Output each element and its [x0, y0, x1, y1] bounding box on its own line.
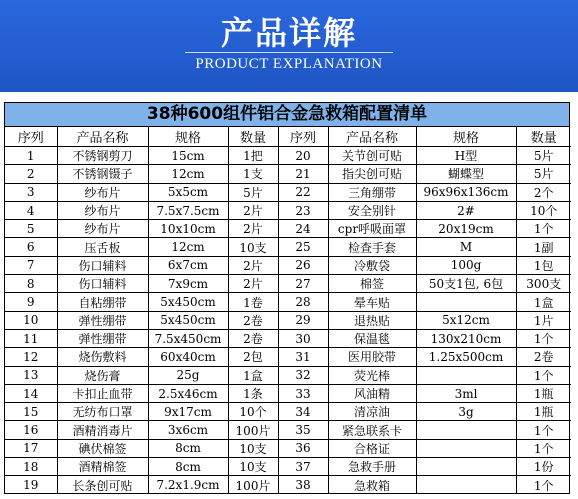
cell-index: 15: [5, 403, 57, 421]
cell-spec: [416, 476, 516, 494]
cell-spec: 25g: [148, 366, 228, 384]
cell-product-name: 碘伏棉签: [57, 439, 148, 457]
items-table: [5, 127, 571, 494]
cell-quantity: 2个: [516, 183, 571, 201]
table-row: [5, 403, 571, 421]
cell-index: 31: [278, 348, 328, 366]
cell-product-name: 三角绷带: [328, 183, 416, 201]
table-row: [5, 329, 571, 347]
cell-product-name: 长条创可贴: [57, 476, 148, 494]
banner-subtitle: PRODUCT EXPLANATION: [195, 56, 383, 72]
header-banner: [0, 0, 578, 92]
column-header: 序列: [278, 127, 328, 147]
cell-index: 38: [278, 476, 328, 494]
cell-quantity: 2卷: [228, 329, 278, 347]
cell-index: 35: [278, 421, 328, 439]
cell-product-name: 不锈钢镊子: [57, 165, 148, 183]
column-header: 规格: [148, 127, 228, 147]
cell-index: 5: [5, 220, 57, 238]
column-header: 数量: [228, 127, 278, 147]
cell-index: 10: [5, 311, 57, 329]
table-row: [5, 238, 571, 256]
cell-product-name: 纱布片: [57, 201, 148, 219]
cell-quantity: 2卷: [516, 348, 571, 366]
cell-index: 37: [278, 458, 328, 476]
cell-quantity: 2片: [228, 275, 278, 293]
cell-product-name: 清凉油: [328, 403, 416, 421]
cell-product-name: 无纺布口罩: [57, 403, 148, 421]
cell-quantity: 1支: [228, 165, 278, 183]
cell-index: 14: [5, 384, 57, 402]
cell-index: 16: [5, 421, 57, 439]
cell-product-name: 荧光棒: [328, 366, 416, 384]
cell-product-name: 自粘绷带: [57, 293, 148, 311]
cell-spec: 5x450cm: [148, 293, 228, 311]
cell-quantity: 100片: [228, 476, 278, 494]
column-header: 产品名称: [57, 127, 148, 147]
cell-quantity: 1个: [516, 366, 571, 384]
cell-product-name: 关节创可贴: [328, 147, 416, 165]
cell-index: 25: [278, 238, 328, 256]
cell-product-name: 不锈钢剪刀: [57, 147, 148, 165]
cell-index: 6: [5, 238, 57, 256]
cell-product-name: 检查手套: [328, 238, 416, 256]
cell-quantity: 300支: [516, 275, 571, 293]
cell-product-name: 纱布片: [57, 183, 148, 201]
cell-index: 34: [278, 403, 328, 421]
cell-spec: 15cm: [148, 147, 228, 165]
cell-spec: M: [416, 238, 516, 256]
cell-product-name: 冷敷袋: [328, 256, 416, 274]
cell-quantity: 10支: [228, 458, 278, 476]
cell-quantity: 1个: [516, 421, 571, 439]
cell-spec: 12cm: [148, 165, 228, 183]
cell-quantity: 2片: [228, 201, 278, 219]
cell-index: 13: [5, 366, 57, 384]
cell-index: 33: [278, 384, 328, 402]
table-row: [5, 165, 571, 183]
cell-product-name: 卡扣止血带: [57, 384, 148, 402]
cell-quantity: 1片: [516, 311, 571, 329]
cell-quantity: 1把: [228, 147, 278, 165]
cell-index: 26: [278, 256, 328, 274]
cell-quantity: 1瓶: [516, 403, 571, 421]
cell-spec: 1.25x500cm: [416, 348, 516, 366]
cell-product-name: cpr呼吸面罩: [328, 220, 416, 238]
cell-product-name: 安全别针: [328, 201, 416, 219]
table-row: [5, 256, 571, 274]
cell-quantity: 1瓶: [516, 384, 571, 402]
cell-spec: [416, 293, 516, 311]
cell-index: 23: [278, 201, 328, 219]
cell-spec: 5x12cm: [416, 311, 516, 329]
cell-quantity: 10支: [228, 238, 278, 256]
cell-spec: 2#: [416, 201, 516, 219]
cell-quantity: 2片: [228, 220, 278, 238]
cell-spec: 2.5x46cm: [148, 384, 228, 402]
cell-quantity: 1个: [516, 220, 571, 238]
cell-spec: 9x17cm: [148, 403, 228, 421]
cell-index: 17: [5, 439, 57, 457]
table-row: [5, 275, 571, 293]
cell-product-name: 风油精: [328, 384, 416, 402]
cell-quantity: 2片: [228, 256, 278, 274]
cell-quantity: 1包: [516, 256, 571, 274]
table-header-row: [5, 127, 571, 147]
cell-index: 30: [278, 329, 328, 347]
cell-quantity: 10个: [516, 201, 571, 219]
cell-quantity: 10支: [228, 439, 278, 457]
cell-product-name: 退热贴: [328, 311, 416, 329]
cell-index: 32: [278, 366, 328, 384]
cell-spec: 130x210cm: [416, 329, 516, 347]
cell-spec: 5x450cm: [148, 311, 228, 329]
cell-quantity: 5片: [516, 147, 571, 165]
cell-index: 24: [278, 220, 328, 238]
cell-spec: [416, 439, 516, 457]
table-row: [5, 421, 571, 439]
cell-quantity: 10个: [228, 403, 278, 421]
cell-quantity: 2包: [228, 348, 278, 366]
table-row: [5, 476, 571, 494]
cell-spec: 20x19cm: [416, 220, 516, 238]
cell-product-name: 烧伤敷料: [57, 348, 148, 366]
cell-index: 18: [5, 458, 57, 476]
cell-spec: 10x10cm: [148, 220, 228, 238]
column-header: 产品名称: [328, 127, 416, 147]
banner-title: 产品详解: [220, 14, 357, 52]
cell-quantity: 1盒: [516, 293, 571, 311]
table-row: [5, 293, 571, 311]
cell-product-name: 弹性绷带: [57, 329, 148, 347]
table-row: [5, 384, 571, 402]
cell-product-name: 酒精棉签: [57, 458, 148, 476]
table-row: [5, 147, 571, 165]
table-row: [5, 183, 571, 201]
cell-index: 28: [278, 293, 328, 311]
table-row: [5, 220, 571, 238]
cell-index: 21: [278, 165, 328, 183]
cell-index: 7: [5, 256, 57, 274]
cell-index: 22: [278, 183, 328, 201]
cell-spec: 5x5cm: [148, 183, 228, 201]
table-caption: 38种600组件铝合金急救箱配置清单: [5, 103, 569, 127]
cell-spec: 8cm: [148, 458, 228, 476]
cell-spec: 60x40cm: [148, 348, 228, 366]
cell-index: 36: [278, 439, 328, 457]
cell-quantity: 1个: [516, 439, 571, 457]
cell-index: 9: [5, 293, 57, 311]
cell-spec: 蝴蝶型: [416, 165, 516, 183]
cell-spec: 3g: [416, 403, 516, 421]
table-row: [5, 366, 571, 384]
cell-product-name: 紧急联系卡: [328, 421, 416, 439]
cell-spec: 3ml: [416, 384, 516, 402]
cell-quantity: 5片: [516, 165, 571, 183]
cell-index: 11: [5, 329, 57, 347]
table-row: [5, 348, 571, 366]
table-row: [5, 201, 571, 219]
table-row: [5, 439, 571, 457]
cell-product-name: 伤口辅料: [57, 256, 148, 274]
cell-quantity: 1个: [516, 329, 571, 347]
cell-spec: [416, 366, 516, 384]
cell-index: 12: [5, 348, 57, 366]
cell-spec: 6x7cm: [148, 256, 228, 274]
cell-product-name: 急救箱: [328, 476, 416, 494]
cell-quantity: 1份: [516, 458, 571, 476]
cell-spec: 7x9cm: [148, 275, 228, 293]
cell-product-name: 保温毯: [328, 329, 416, 347]
table-body: [5, 147, 571, 495]
cell-index: 29: [278, 311, 328, 329]
cell-product-name: 合格证: [328, 439, 416, 457]
cell-spec: H型: [416, 147, 516, 165]
cell-quantity: 2卷: [228, 311, 278, 329]
cell-index: 3: [5, 183, 57, 201]
cell-spec: 7.2x1.9cm: [148, 476, 228, 494]
cell-product-name: 棉签: [328, 275, 416, 293]
column-header: 规格: [416, 127, 516, 147]
cell-spec: 3x6cm: [148, 421, 228, 439]
column-header: 数量: [516, 127, 571, 147]
cell-product-name: 伤口辅料: [57, 275, 148, 293]
cell-quantity: 1条: [228, 384, 278, 402]
cell-product-name: 指尖创可贴: [328, 165, 416, 183]
cell-index: 20: [278, 147, 328, 165]
cell-quantity: 1个: [516, 476, 571, 494]
cell-index: 2: [5, 165, 57, 183]
cell-spec: 7.5x7.5cm: [148, 201, 228, 219]
cell-product-name: 晕车贴: [328, 293, 416, 311]
cell-product-name: 烧伤膏: [57, 366, 148, 384]
cell-product-name: 医用胶带: [328, 348, 416, 366]
cell-index: 1: [5, 147, 57, 165]
table-row: [5, 458, 571, 476]
cell-quantity: 1盒: [228, 366, 278, 384]
cell-spec: 8cm: [148, 439, 228, 457]
cell-index: 8: [5, 275, 57, 293]
cell-spec: [416, 458, 516, 476]
column-header: 序列: [5, 127, 57, 147]
config-list-table: [4, 102, 570, 494]
cell-quantity: 100片: [228, 421, 278, 439]
cell-quantity: 1卷: [228, 293, 278, 311]
cell-index: 4: [5, 201, 57, 219]
banner-divider: [185, 52, 393, 53]
cell-product-name: 压舌板: [57, 238, 148, 256]
cell-spec: 50支1包, 6包: [416, 275, 516, 293]
cell-product-name: 纱布片: [57, 220, 148, 238]
cell-spec: [416, 421, 516, 439]
cell-quantity: 5片: [228, 183, 278, 201]
cell-index: 19: [5, 476, 57, 494]
cell-product-name: 急救手册: [328, 458, 416, 476]
cell-spec: 100g: [416, 256, 516, 274]
cell-spec: 7.5x450cm: [148, 329, 228, 347]
table-row: [5, 311, 571, 329]
cell-spec: 12cm: [148, 238, 228, 256]
cell-product-name: 酒精消毒片: [57, 421, 148, 439]
cell-product-name: 弹性绷带: [57, 311, 148, 329]
cell-index: 27: [278, 275, 328, 293]
cell-spec: 96x96x136cm: [416, 183, 516, 201]
cell-quantity: 1副: [516, 238, 571, 256]
